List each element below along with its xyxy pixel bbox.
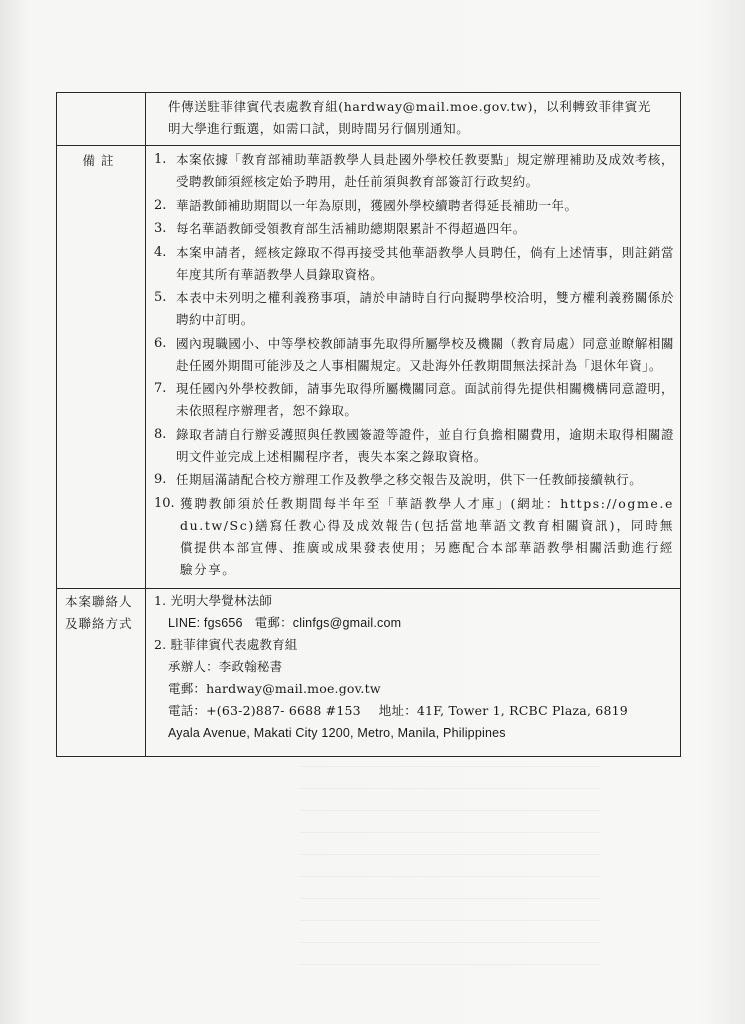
note-number: 8. — [154, 426, 167, 442]
contact-2-title: 2. 駐菲律賓代表處教育組 — [154, 637, 298, 652]
contact-1-email[interactable]: clinfgs@gmail.com — [292, 616, 402, 630]
note-number: 4. — [154, 244, 167, 260]
contact-1-email-label: 電郵： — [254, 615, 293, 630]
note-number: 3. — [154, 221, 167, 236]
notes-content — [146, 146, 681, 589]
note-item — [154, 469, 674, 491]
contact-label — [57, 589, 146, 757]
notes-row — [57, 146, 681, 589]
note-number: 7. — [154, 381, 167, 396]
note-text: 任期屆滿請配合校方辦理工作及教學之移交報告及說明，供下一任教師接續執行。 — [176, 472, 643, 487]
note-number: 2. — [154, 197, 167, 213]
continuation-row — [57, 93, 681, 146]
note-number: 9. — [154, 472, 167, 487]
note-number: 1. — [154, 152, 167, 167]
note-number: 6. — [154, 335, 167, 351]
notes-label-text: 備註 — [82, 153, 120, 168]
contact-row — [57, 589, 681, 757]
notes-label — [57, 146, 146, 589]
note-number: 5. — [154, 290, 167, 305]
notes-list — [154, 149, 674, 581]
note-text: 本案申請者，經核定錄取不得再接受其他華語教學人員聘任，倘有上述情事，則註銷當年度其所有華語教學人員錄取資格。 — [176, 244, 674, 282]
contact-2-phone-address — [154, 700, 674, 722]
info-table — [56, 92, 681, 757]
note-item — [154, 287, 674, 331]
note-number: 10. — [154, 495, 175, 511]
note-item — [154, 149, 674, 193]
continuation-label-cell — [57, 93, 146, 146]
note-item — [154, 333, 674, 377]
note-text: 錄取者請自行辦妥護照與任教國簽證等證件，並自行負擔相關費用，逾期未取得相關證明文件並完成上述相關程序者，喪失本案之錄取資格。 — [176, 426, 674, 464]
contact-2-handler: 承辦人：李政翰秘書 — [168, 659, 283, 674]
note-item — [154, 424, 674, 468]
note-text: 獲聘教師須於任教期間每半年至「華語教學人才庫」(網址：https://ogme.edu.tw/Sc)繕寫任教心得及成效報告(包括當地華語文教育相關資訊)，同時無償提供本部宣傳、推廣或成果發表使用；另應配合本部華語教學相關活動進行經驗分享。 — [180, 495, 674, 577]
contact-1-title: 1. 光明大學覺林法師 — [154, 593, 273, 608]
note-text: 國內現職國小、中等學校教師請事先取得所屬學校及機關（教育局處）同意並瞭解相關赴任國外期間可能涉及之人事相關規定。又赴海外任教期間無法採計為「退休年資」。 — [176, 335, 674, 373]
note-item — [154, 493, 674, 581]
contact-1-line-id: LINE: fgs656 — [168, 616, 243, 630]
bleed-through-lines — [300, 745, 600, 965]
continuation-line-1: 件傳送駐菲律賓代表處教育組(hardway@mail.moe.gov.tw)，以利轉致菲律賓光 — [168, 99, 651, 114]
contact-content — [146, 589, 681, 757]
note-text: 本表中未列明之權利義務事項，請於申請時自行向擬聘學校洽明，雙方權利義務關係於聘約中訂明。 — [176, 290, 674, 327]
continuation-line-2: 明大學進行甄選，如需口試，則時間另行個別通知。 — [168, 121, 470, 136]
note-text: 每名華語教師受領教育部生活補助總期限累計不得超過四年。 — [176, 221, 526, 236]
note-text: 華語教師補助期間以一年為原則，獲國外學校續聘者得延長補助一年。 — [176, 197, 578, 213]
contact-2-address-line-2: Ayala Avenue, Makati City 1200, Metro, Manila, Philippines — [168, 726, 506, 740]
note-item — [154, 195, 674, 217]
note-item — [154, 378, 674, 422]
contact-label-line-1: 本案聯絡人 — [65, 594, 133, 609]
contact-2-phone: 電話：+(63-2)887- 6688 #153 — [168, 703, 361, 718]
contact-2-address: 地址：41F, Tower 1, RCBC Plaza, 6819 — [378, 703, 628, 718]
contact-1-details — [154, 612, 674, 634]
note-text: 現任國內外學校教師，請事先取得所屬機關同意。面試前得先提供相關機構同意證明，未依照程序辦理者，恕不錄取。 — [176, 381, 674, 418]
note-item — [154, 218, 674, 240]
note-item — [154, 242, 674, 286]
contact-2-email[interactable]: 電郵：hardway@mail.moe.gov.tw — [168, 681, 381, 696]
continuation-cell — [146, 93, 681, 146]
note-text: 本案依據「教育部補助華語教學人員赴國外學校任教要點」規定辦理補助及成效考核，受聘教師須經核定始予聘用，赴任前須與教育部簽訂行政契約。 — [176, 152, 674, 189]
contact-label-line-2: 及聯絡方式 — [65, 616, 133, 631]
